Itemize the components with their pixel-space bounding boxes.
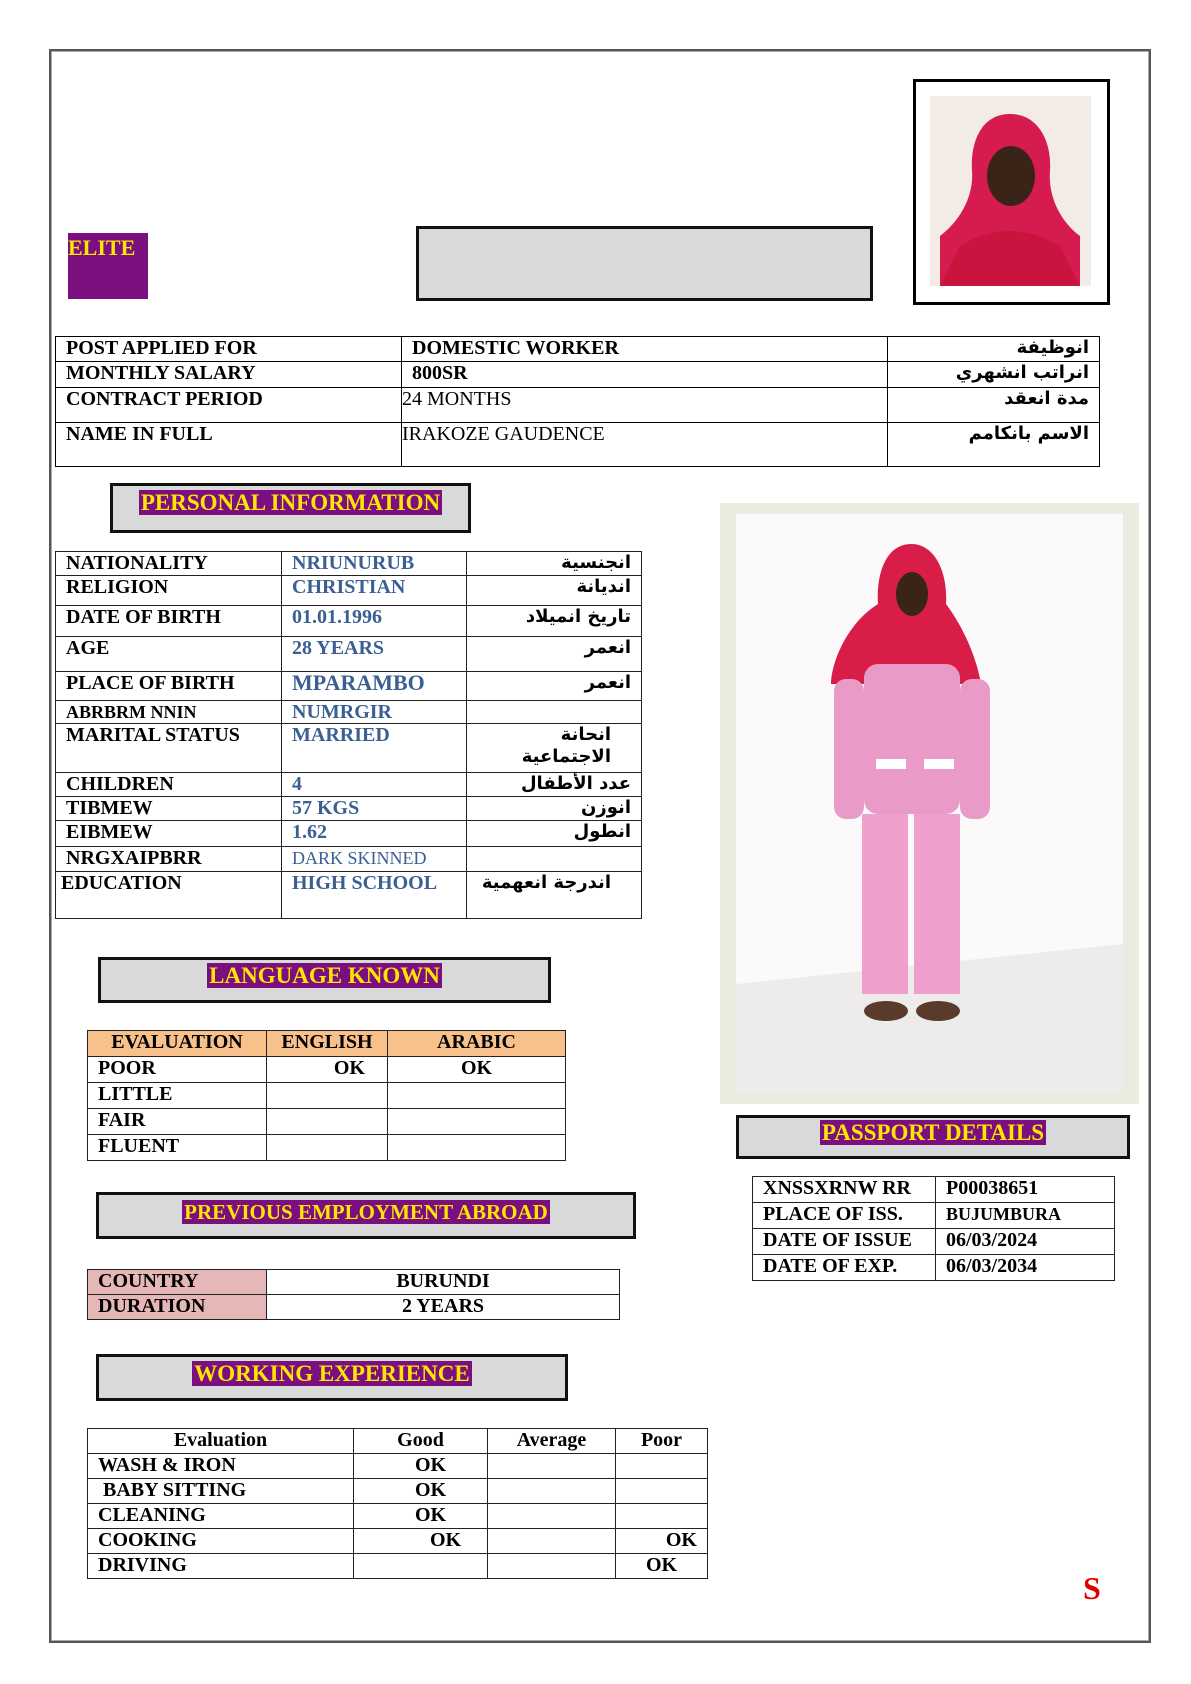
full-body-photo: [720, 503, 1139, 1104]
education-label: EDUCATION: [56, 872, 282, 919]
poor-cell: [616, 1479, 708, 1504]
dob-value: 01.01.1996: [282, 606, 467, 637]
full-body-figure-icon: [736, 514, 1123, 1093]
table-row: [56, 388, 1100, 423]
complexion-value: DARK SKINNED: [282, 847, 467, 872]
post-value: DOMESTIC WORKER: [402, 337, 888, 362]
previous-employment-table: [87, 1269, 620, 1320]
table-row: [56, 847, 642, 872]
field-label: ABRBRM NNIN: [56, 701, 282, 724]
working-experience-table: [87, 1428, 708, 1579]
personal-info-title: PERSONAL INFORMATION: [110, 483, 471, 533]
marital-value: MARRIED: [282, 724, 467, 773]
table-row: [88, 1504, 708, 1529]
table-row: [56, 821, 642, 847]
good-cell: OK: [354, 1454, 488, 1479]
table-row: [56, 637, 642, 672]
name-value: IRAKOZE GAUDENCE: [402, 423, 888, 467]
table-row: [56, 606, 642, 637]
date-of-issue-value: 06/03/2024: [936, 1229, 1115, 1255]
table-row: [56, 701, 642, 724]
passport-title: PASSPORT DETAILS: [736, 1115, 1130, 1159]
age-value: 28 YEARS: [282, 637, 467, 672]
country-label: COUNTRY: [88, 1270, 267, 1295]
post-arabic: انوظيفة: [888, 337, 1100, 362]
working-experience-title: WORKING EXPERIENCE: [96, 1354, 568, 1401]
date-of-expiry-label: DATE OF EXP.: [753, 1255, 936, 1281]
date-of-issue-label: DATE OF ISSUE: [753, 1229, 936, 1255]
table-row: [56, 672, 642, 701]
poor-cell: OK: [616, 1529, 708, 1554]
pob-arabic: انعمر: [467, 672, 642, 701]
dob-label: DATE OF BIRTH: [56, 606, 282, 637]
complexion-label: NRGXAIPBRR: [56, 847, 282, 872]
marital-label: MARITAL STATUS: [56, 724, 282, 773]
average-cell: [488, 1454, 616, 1479]
country-value: BURUNDI: [267, 1270, 620, 1295]
arabic-header: ARABIC: [388, 1031, 566, 1057]
name-label: NAME IN FULL: [56, 423, 402, 467]
good-cell: OK: [354, 1504, 488, 1529]
table-row: [56, 576, 642, 606]
table-row: [88, 1554, 708, 1579]
poor-cell: [616, 1454, 708, 1479]
weight-label: TIBMEW: [56, 797, 282, 821]
name-arabic: الاسم بانكامم: [888, 423, 1100, 467]
english-header: ENGLISH: [267, 1031, 388, 1057]
table-row: [88, 1135, 566, 1161]
salary-arabic: انراتب انشهري: [888, 362, 1100, 388]
height-arabic: انطول: [467, 821, 642, 847]
children-value: 4: [282, 773, 467, 797]
poor-cell: OK: [616, 1554, 708, 1579]
portrait-photo: [913, 79, 1110, 305]
table-row: [88, 1295, 620, 1320]
pob-label: PLACE OF BIRTH: [56, 672, 282, 701]
salary-label: MONTHLY SALARY: [56, 362, 402, 388]
english-cell: OK: [267, 1057, 388, 1083]
level-label: FLUENT: [88, 1135, 267, 1161]
table-row: [56, 423, 1100, 467]
average-header: Average: [488, 1429, 616, 1454]
table-row: [56, 337, 1100, 362]
post-label: POST APPLIED FOR: [56, 337, 402, 362]
arabic-cell: [388, 1083, 566, 1109]
religion-arabic: انديانة: [467, 576, 642, 606]
corner-mark: S: [1083, 1570, 1101, 1606]
english-cell: [267, 1135, 388, 1161]
place-of-issue-label: PLACE OF ISS.: [753, 1203, 936, 1229]
arabic-cell: OK: [388, 1057, 566, 1083]
average-cell: [488, 1504, 616, 1529]
religion-value: CHRISTIAN: [282, 576, 467, 606]
age-arabic: انعمر: [467, 637, 642, 672]
table-row: [88, 1529, 708, 1554]
table-row: [56, 552, 642, 576]
religion-label: RELIGION: [56, 576, 282, 606]
table-row: [56, 872, 642, 919]
language-table: [87, 1030, 566, 1161]
contract-label: CONTRACT PERIOD: [56, 388, 402, 423]
field-value: NUMRGIR: [282, 701, 467, 724]
height-label: EIBMEW: [56, 821, 282, 847]
age-label: AGE: [56, 637, 282, 672]
good-cell: OK: [354, 1529, 488, 1554]
poor-header: Poor: [616, 1429, 708, 1454]
table-row: [56, 797, 642, 821]
english-cell: [267, 1109, 388, 1135]
table-row: [88, 1083, 566, 1109]
table-row: [88, 1109, 566, 1135]
table-header-row: [88, 1031, 566, 1057]
weight-value: 57 KGS: [282, 797, 467, 821]
top-info-table: [55, 336, 1100, 467]
marital-arabic: انحانة الاجتماعية: [467, 724, 642, 773]
task-label: DRIVING: [88, 1554, 354, 1579]
eval-header: Evaluation: [88, 1429, 354, 1454]
task-label: CLEANING: [88, 1504, 354, 1529]
arabic-cell: [388, 1135, 566, 1161]
task-label: COOKING: [88, 1529, 354, 1554]
table-header-row: [88, 1429, 708, 1454]
date-of-expiry-value: 06/03/2034: [936, 1255, 1115, 1281]
portrait-figure-icon: [930, 96, 1091, 286]
good-cell: OK: [354, 1479, 488, 1504]
table-row: [88, 1057, 566, 1083]
duration-value: 2 YEARS: [267, 1295, 620, 1320]
table-row: [88, 1270, 620, 1295]
table-row: [753, 1229, 1115, 1255]
place-of-issue-value: BUJUMBURA: [936, 1203, 1115, 1229]
nationality-arabic: انجنسية: [467, 552, 642, 576]
table-row: [753, 1255, 1115, 1281]
arabic-cell: [388, 1109, 566, 1135]
nationality-value: NRIUNURUB: [282, 552, 467, 576]
table-row: [56, 362, 1100, 388]
personal-info-table: [55, 551, 642, 919]
passport-table: [752, 1176, 1115, 1281]
level-label: FAIR: [88, 1109, 267, 1135]
field-arabic: [467, 701, 642, 724]
eval-header: EVALUATION: [88, 1031, 267, 1057]
complexion-arabic: [467, 847, 642, 872]
task-label: WASH & IRON: [88, 1454, 354, 1479]
passport-number-value: P00038651: [936, 1177, 1115, 1203]
table-row: [753, 1177, 1115, 1203]
task-label: BABY SITTING: [88, 1479, 354, 1504]
average-cell: [488, 1479, 616, 1504]
level-label: POOR: [88, 1057, 267, 1083]
average-cell: [488, 1529, 616, 1554]
contract-value: 24 MONTHS: [402, 388, 888, 423]
weight-arabic: انوزن: [467, 797, 642, 821]
duration-label: DURATION: [88, 1295, 267, 1320]
previous-employment-title: PREVIOUS EMPLOYMENT ABROAD: [96, 1192, 636, 1239]
contract-arabic: مدة انعقد: [888, 388, 1100, 423]
table-row: [56, 773, 642, 797]
nationality-label: NATIONALITY: [56, 552, 282, 576]
language-title: LANGUAGE KNOWN: [98, 957, 551, 1003]
education-arabic: اندرجة انعهمية: [467, 872, 642, 919]
dob-arabic: تاريخ انميلاد: [467, 606, 642, 637]
level-label: LITTLE: [88, 1083, 267, 1109]
good-header: Good: [354, 1429, 488, 1454]
salary-value: 800SR: [402, 362, 888, 388]
blank-header-box: [416, 226, 873, 301]
pob-value: MPARAMBO: [282, 672, 467, 701]
good-cell: [354, 1554, 488, 1579]
education-value: HIGH SCHOOL: [282, 872, 467, 919]
table-row: [56, 724, 642, 773]
table-row: [88, 1454, 708, 1479]
height-value: 1.62: [282, 821, 467, 847]
brand-logo: ELITE: [68, 233, 148, 299]
children-arabic: عدد الأطفال: [467, 773, 642, 797]
average-cell: [488, 1554, 616, 1579]
english-cell: [267, 1083, 388, 1109]
table-row: [88, 1479, 708, 1504]
children-label: CHILDREN: [56, 773, 282, 797]
poor-cell: [616, 1504, 708, 1529]
passport-number-label: XNSSXRNW RR: [753, 1177, 936, 1203]
table-row: [753, 1203, 1115, 1229]
